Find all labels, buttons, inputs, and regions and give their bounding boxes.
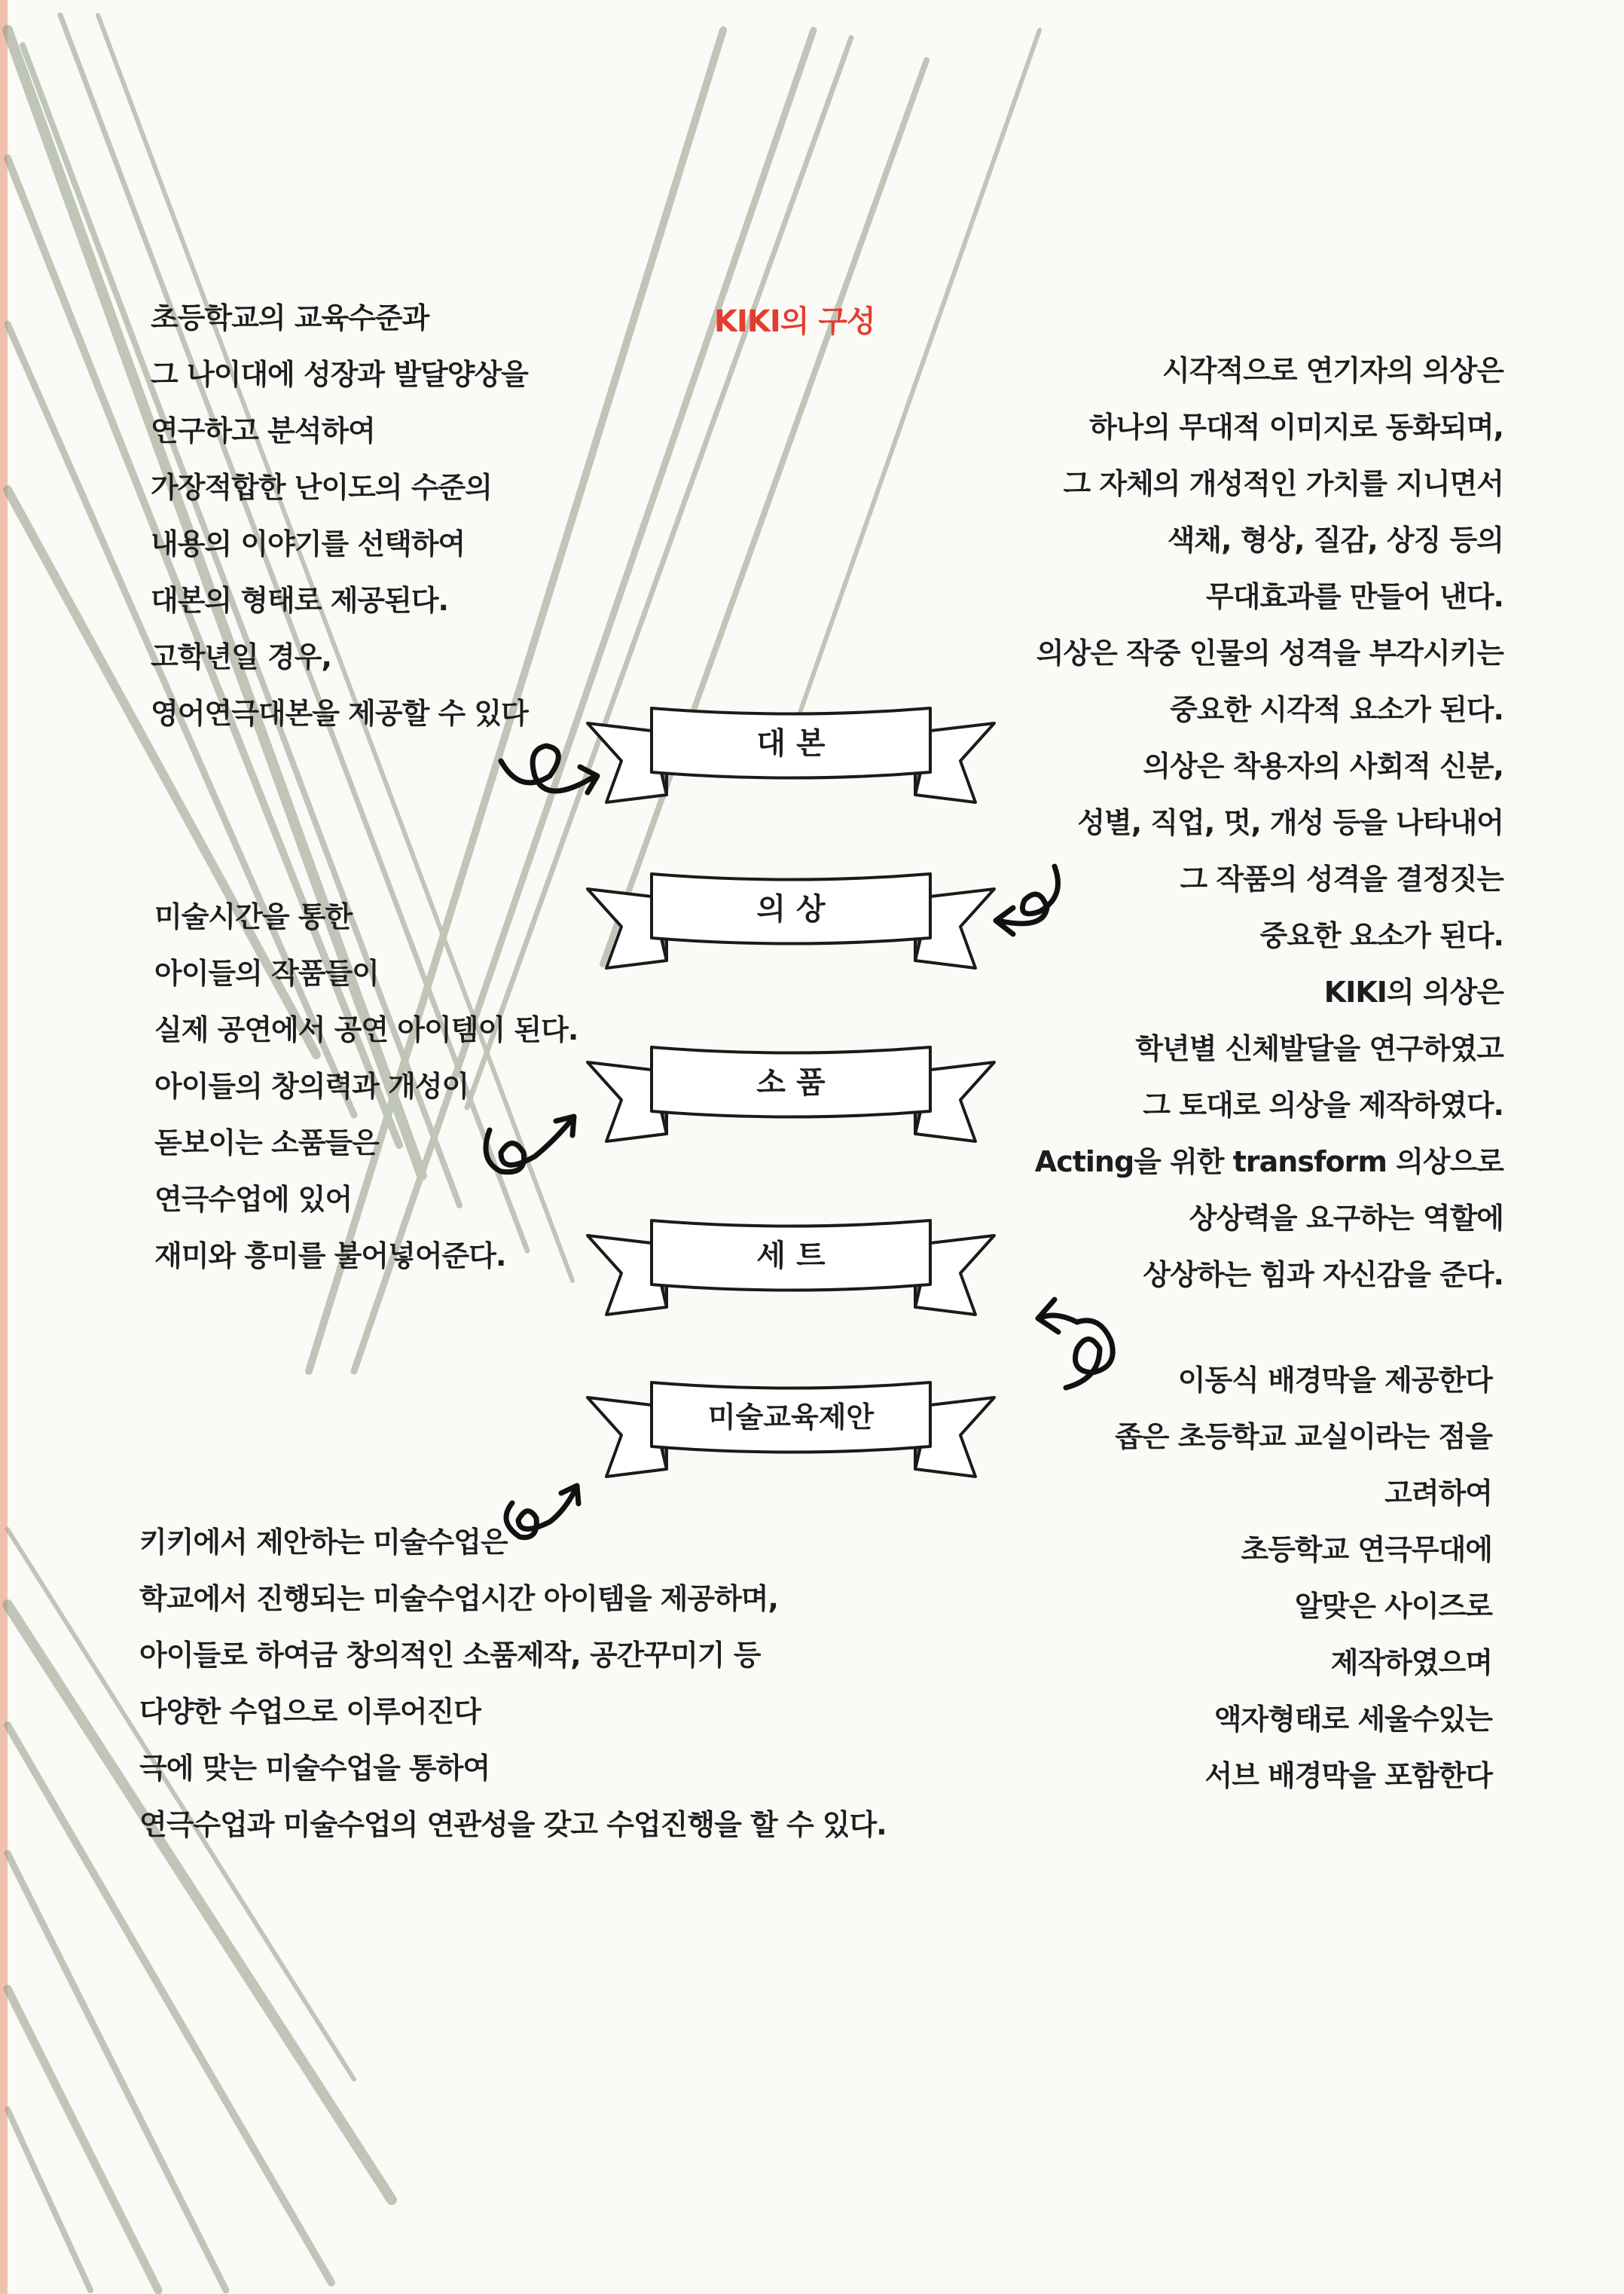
ribbon-label: 의 상 [756, 892, 826, 927]
text-line: 중요한 시각적 요소가 된다. [1170, 693, 1503, 726]
text-line: 이동식 배경막을 제공한다 [1177, 1364, 1492, 1397]
text-line: 의상은 작중 인물의 성격을 부각시키는 [1036, 637, 1503, 670]
ribbon-label: 세 트 [756, 1239, 826, 1273]
text-line: 다양한 수업으로 이루어진다 [139, 1695, 481, 1728]
text-line: 그 토대로 의상을 제작하였다. [1143, 1089, 1503, 1122]
text-line: 학교에서 진행되는 미술수업시간 아이템을 제공하며, [139, 1582, 778, 1615]
text-line: 연구하고 분석하여 [151, 414, 375, 447]
curly-arrow-icon [996, 866, 1058, 934]
text-line: 돋보이는 소품들은 [154, 1126, 379, 1159]
curly-arrow-icon [501, 746, 597, 793]
ribbon-label: 소 품 [756, 1065, 826, 1100]
text-line: 무대효과를 만들어 낸다. [1206, 580, 1503, 613]
text-line: 제작하였으며 [1330, 1646, 1492, 1679]
text-line: 상상력을 요구하는 역할에 [1189, 1202, 1503, 1235]
text-line: 영어연극대본을 제공할 수 있다 [151, 697, 528, 730]
text-line: 재미와 흥미를 불어넣어준다. [154, 1239, 506, 1272]
curly-arrow-icon [1038, 1300, 1113, 1388]
text-line: 연극수업에 있어 [154, 1183, 353, 1216]
text-line: 내용의 이야기를 선택하여 [151, 527, 466, 561]
text-line: 아이들로 하여금 창의적인 소품제작, 공간꾸미기 등 [139, 1639, 761, 1672]
text-line: 학년별 신체발달을 연구하였고 [1135, 1032, 1503, 1065]
text-line: 키키에서 제안하는 미술수업은 [139, 1526, 508, 1559]
text-line: 액자형태로 세울수있는 [1213, 1703, 1492, 1736]
text-line: 하나의 무대적 이미지로 동화되며, [1088, 411, 1503, 444]
text-line: 가장적합한 난이도의 수준의 [151, 471, 492, 504]
curly-arrow-icon [486, 1116, 574, 1172]
text-line: 그 자체의 개성적인 가치를 지니면서 [1063, 467, 1503, 500]
text-line: 좁은 초등학교 교실이라는 점을 [1115, 1420, 1492, 1453]
text-line: 연극수업과 미술수업의 연관성을 갖고 수업진행을 할 수 있다. [139, 1808, 887, 1841]
text-line: 아이들의 창의력과 개성이 [154, 1070, 469, 1103]
text-line: 극에 맞는 미술수업을 통하여 [139, 1752, 490, 1785]
text-line: KIKI의 의상은 [1323, 976, 1503, 1009]
text-line: Acting을 위한 transform 의상으로 [1034, 1145, 1503, 1178]
ribbon-label: 미술교육제안 [707, 1401, 875, 1434]
text-line: 서브 배경막을 포함한다 [1204, 1759, 1492, 1792]
text-line: 초등학교의 교육수준과 [151, 301, 429, 334]
page-title: KIKI의 구성 [714, 304, 875, 339]
text-line: 미술시간을 통한 [154, 900, 353, 933]
text-line: 중요한 요소가 된다. [1259, 919, 1503, 952]
text-line: 그 작품의 성격을 결정짓는 [1180, 863, 1503, 896]
text-line: 고학년일 경우, [151, 640, 331, 674]
text-line: 실제 공연에서 공연 아이템이 된다. [154, 1013, 578, 1046]
text-line: 대본의 형태로 제공된다. [151, 584, 448, 617]
text-line: 초등학교 연극무대에 [1241, 1533, 1492, 1566]
text-line: 색채, 형상, 질감, 상징 등의 [1167, 524, 1503, 557]
text-line: 아이들의 작품들이 [154, 957, 379, 990]
text-line: 알맞은 사이즈로 [1294, 1590, 1492, 1623]
ribbon-label: 대 본 [756, 726, 826, 761]
text-line: 의상은 착용자의 사회적 신분, [1143, 750, 1503, 783]
text-line: 상상하는 힘과 자신감을 준다. [1143, 1258, 1503, 1291]
curly-arrow-icon [506, 1486, 578, 1538]
text-line: 성별, 직업, 멋, 개성 등을 나타내어 [1077, 806, 1503, 839]
text-line: 그 나이대에 성장과 발달양상을 [151, 358, 528, 391]
text-line: 시각적으로 연기자의 의상은 [1162, 354, 1503, 387]
text-line: 고려하여 [1384, 1477, 1492, 1510]
